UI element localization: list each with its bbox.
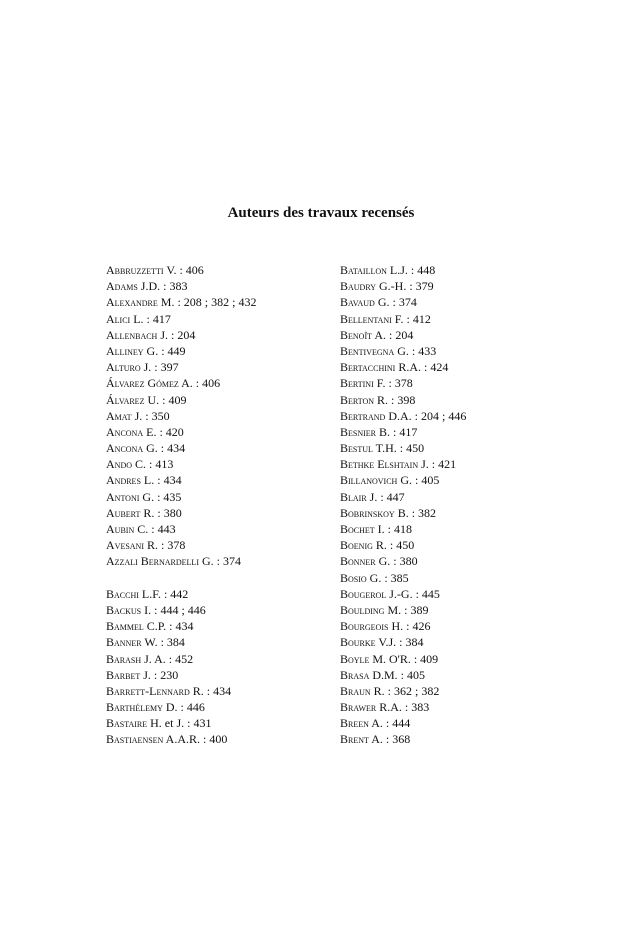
author-name: Benoît xyxy=(340,327,372,342)
author-entry xyxy=(106,715,326,731)
author-entry xyxy=(106,375,326,391)
author-entry xyxy=(340,440,580,456)
author-initials-and-pages: C. : 443 xyxy=(134,522,176,536)
page-title: Auteurs des travaux recensés xyxy=(227,205,415,221)
author-name: Ando xyxy=(106,457,132,472)
author-index-right-column xyxy=(340,262,580,748)
author-entry xyxy=(106,667,326,683)
author-entry xyxy=(340,472,580,488)
author-initials-and-pages: J. : 397 xyxy=(140,360,179,375)
author-entry xyxy=(106,343,326,359)
author-name: Alturo xyxy=(106,360,141,375)
author-entry xyxy=(340,731,580,747)
author-entry xyxy=(106,618,326,634)
author-initials-and-pages: L. : 434 xyxy=(140,473,182,488)
author-entry xyxy=(106,699,326,715)
author-entry xyxy=(106,392,326,408)
author-initials-and-pages: H. et J. : 431 xyxy=(147,716,212,731)
author-entry xyxy=(340,521,580,537)
author-initials-and-pages: J. : 230 xyxy=(140,667,179,682)
author-initials-and-pages: G. : 449 xyxy=(143,343,186,358)
author-entry xyxy=(106,634,326,650)
author-entry xyxy=(106,294,326,310)
author-name: Aubin xyxy=(106,522,135,536)
author-name: Backus xyxy=(106,602,142,617)
author-initials-and-pages: J.-G. : 445 xyxy=(386,586,440,601)
author-entry xyxy=(106,472,326,488)
author-name: Bestul xyxy=(340,441,373,456)
author-entry xyxy=(106,278,326,294)
author-initials-and-pages: A.A.R. : 400 xyxy=(163,732,228,747)
author-entry xyxy=(106,505,326,521)
author-name: Andres xyxy=(106,473,141,488)
author-name: Bobrinskoy xyxy=(340,505,395,520)
author-initials-and-pages: J.D. : 383 xyxy=(137,279,188,294)
author-name: Aubert xyxy=(106,505,141,520)
author-initials-and-pages: A. : 406 xyxy=(178,376,221,391)
author-name: Bacchi xyxy=(106,586,139,601)
author-initials-and-pages: G. : 374 xyxy=(374,295,417,310)
author-entry xyxy=(340,262,580,278)
author-name: Barrett-Lennard xyxy=(106,683,190,698)
author-entry xyxy=(106,424,326,440)
author-initials-and-pages: A. : 368 xyxy=(368,732,411,747)
author-name: Amat xyxy=(106,408,132,423)
author-initials-and-pages: I. : 444 ; 446 xyxy=(141,602,206,617)
author-name: Bellentani xyxy=(340,311,392,326)
author-name: Alliney xyxy=(106,343,144,358)
author-name: Adams xyxy=(106,279,138,294)
author-initials-and-pages: R. : 434 xyxy=(189,683,232,698)
author-initials-and-pages: J. : 447 xyxy=(366,489,405,504)
author-name: Barthélemy xyxy=(106,700,163,715)
author-name: Bertacchini xyxy=(340,360,396,375)
author-initials-and-pages: J. : 204 xyxy=(157,327,196,342)
author-entry xyxy=(340,311,580,327)
author-name: Boenig xyxy=(340,538,373,553)
author-name: Azzali Bernardelli xyxy=(106,554,199,569)
author-name: Bethke Elshtain xyxy=(340,457,419,472)
author-name: Antoni xyxy=(106,489,140,504)
author-initials-and-pages: G. : 434 xyxy=(143,441,186,456)
author-initials-and-pages: L.F. : 442 xyxy=(138,586,189,601)
author-name: Ancona xyxy=(106,441,144,456)
author-name: Alexandre xyxy=(106,295,158,310)
author-name: Brawer xyxy=(340,700,377,715)
author-initials-and-pages: V. : 406 xyxy=(163,263,204,277)
author-initials-and-pages: J. : 350 xyxy=(131,408,170,423)
author-name: Brent xyxy=(340,732,369,747)
author-name: Bonner xyxy=(340,554,376,569)
author-entry xyxy=(106,327,326,343)
author-initials-and-pages: G. : 433 xyxy=(394,343,437,358)
author-entry xyxy=(340,408,580,424)
author-initials-and-pages: J. A. : 452 xyxy=(141,651,194,666)
author-initials-and-pages: L. : 417 xyxy=(130,311,171,326)
author-entry xyxy=(106,521,326,537)
author-name: Bataillon xyxy=(340,263,387,277)
author-name: Banner xyxy=(106,635,142,650)
author-initials-and-pages: R. : 450 xyxy=(372,538,415,553)
author-entry xyxy=(106,489,326,505)
author-entry xyxy=(340,537,580,553)
author-entry xyxy=(340,424,580,440)
author-index-left-column xyxy=(106,262,326,748)
author-entry xyxy=(106,456,326,472)
author-entry xyxy=(340,667,580,683)
author-name: Allenbach xyxy=(106,327,158,342)
author-initials-and-pages: B. : 382 xyxy=(394,505,437,520)
author-initials-and-pages: R.A. : 424 xyxy=(395,360,449,375)
author-entry xyxy=(340,278,580,294)
author-entry xyxy=(340,505,580,521)
author-name: Bastiaensen xyxy=(106,732,164,747)
author-name: Alici xyxy=(106,311,131,326)
author-initials-and-pages: R. : 398 xyxy=(374,392,416,407)
author-name: Álvarez Gómez xyxy=(106,376,179,391)
author-entry xyxy=(106,731,326,747)
author-name: Álvarez xyxy=(106,392,145,407)
author-initials-and-pages: D.M. : 405 xyxy=(369,667,426,682)
author-name: Barbet xyxy=(106,667,141,682)
author-initials-and-pages: G.-H. : 379 xyxy=(376,279,434,294)
author-entry xyxy=(340,570,580,586)
author-initials-and-pages: G. : 380 xyxy=(375,554,418,569)
author-entry xyxy=(340,294,580,310)
author-entry xyxy=(106,311,326,327)
author-initials-and-pages: U. : 409 xyxy=(144,392,187,407)
author-name: Boyle xyxy=(340,651,370,666)
author-initials-and-pages: M. : 389 xyxy=(384,602,429,617)
author-entry xyxy=(340,327,580,343)
author-initials-and-pages: G. : 435 xyxy=(139,489,182,504)
author-entry xyxy=(340,392,580,408)
author-initials-and-pages: I. : 418 xyxy=(374,522,413,536)
author-entry xyxy=(340,456,580,472)
author-entry xyxy=(106,408,326,424)
author-entry xyxy=(340,618,580,634)
author-initials-and-pages: R. : 380 xyxy=(140,505,182,520)
author-name: Bourke xyxy=(340,635,376,650)
author-initials-and-pages: F. : 412 xyxy=(391,311,431,326)
author-initials-and-pages: W. : 384 xyxy=(141,635,185,650)
author-entry xyxy=(106,440,326,456)
author-initials-and-pages: V.J. : 384 xyxy=(375,635,424,650)
author-name: Bertrand xyxy=(340,408,386,423)
author-entry xyxy=(340,343,580,359)
author-entry xyxy=(106,651,326,667)
author-name: Bougerol xyxy=(340,586,387,601)
author-name: Baudry xyxy=(340,279,377,294)
author-initials-and-pages: J. : 421 xyxy=(418,457,457,472)
author-entry xyxy=(106,683,326,699)
author-name: Besnier xyxy=(340,424,377,439)
author-initials-and-pages: R. : 362 ; 382 xyxy=(370,683,440,698)
author-entry xyxy=(340,489,580,505)
author-entry xyxy=(340,634,580,650)
author-initials-and-pages: C.P. : 434 xyxy=(143,619,194,634)
author-name: Berton xyxy=(340,392,375,407)
author-name: Bammel xyxy=(106,619,144,634)
author-entry xyxy=(340,375,580,391)
author-name: Breen xyxy=(340,716,369,731)
author-initials-and-pages: G. : 374 xyxy=(199,554,241,569)
author-name: Bosio xyxy=(340,570,367,585)
author-initials-and-pages: A. : 204 xyxy=(372,327,414,342)
author-entry xyxy=(340,683,580,699)
author-name: Blair xyxy=(340,489,367,504)
author-name: Ancona xyxy=(106,424,144,439)
author-name: Bavaud xyxy=(340,295,375,310)
author-entry xyxy=(106,537,326,553)
author-initials-and-pages: H. : 426 xyxy=(388,619,431,634)
author-entry xyxy=(106,359,326,375)
author-name: Abbruzzetti xyxy=(106,263,164,277)
author-entry xyxy=(340,359,580,375)
author-entry xyxy=(340,553,580,569)
author-entry xyxy=(340,651,580,667)
author-name: Avesani xyxy=(106,538,144,553)
author-entry xyxy=(106,553,326,569)
author-entry xyxy=(106,262,326,278)
author-name: Boulding xyxy=(340,602,385,617)
author-initials-and-pages: C. : 413 xyxy=(132,457,174,472)
author-entry xyxy=(106,602,326,618)
author-initials-and-pages: D.A. : 204 ; 446 xyxy=(385,408,467,423)
author-name: Bochet xyxy=(340,522,375,536)
author-name: Brasa xyxy=(340,667,370,682)
author-entry xyxy=(340,586,580,602)
author-initials-and-pages: M. O'R. : 409 xyxy=(369,651,439,666)
author-initials-and-pages: A. : 444 xyxy=(368,716,411,731)
author-initials-and-pages: B. : 417 xyxy=(376,424,418,439)
author-entry xyxy=(340,699,580,715)
author-initials-and-pages: M. : 208 ; 382 ; 432 xyxy=(157,295,257,310)
author-initials-and-pages: E. : 420 xyxy=(143,424,184,439)
author-initials-and-pages: T.H. : 450 xyxy=(372,441,425,456)
author-entry xyxy=(340,715,580,731)
author-initials-and-pages: L.J. : 448 xyxy=(386,263,436,277)
author-name: Billanovich xyxy=(340,473,398,488)
author-name: Barash xyxy=(106,651,142,666)
author-entry xyxy=(106,586,326,602)
author-initials-and-pages: G. : 405 xyxy=(397,473,440,488)
author-initials-and-pages: F. : 378 xyxy=(373,376,413,391)
author-name: Bentivegna xyxy=(340,343,395,358)
author-name: Bastaire xyxy=(106,716,148,731)
author-initials-and-pages: R. : 378 xyxy=(144,538,186,553)
author-initials-and-pages: R.A. : 383 xyxy=(376,700,430,715)
author-initials-and-pages: G. : 385 xyxy=(366,570,409,585)
author-entry xyxy=(340,602,580,618)
author-name: Braun xyxy=(340,683,371,698)
author-name: Bertini xyxy=(340,376,374,391)
author-name: Bourgeois xyxy=(340,619,389,634)
author-initials-and-pages: D. : 446 xyxy=(162,700,205,715)
